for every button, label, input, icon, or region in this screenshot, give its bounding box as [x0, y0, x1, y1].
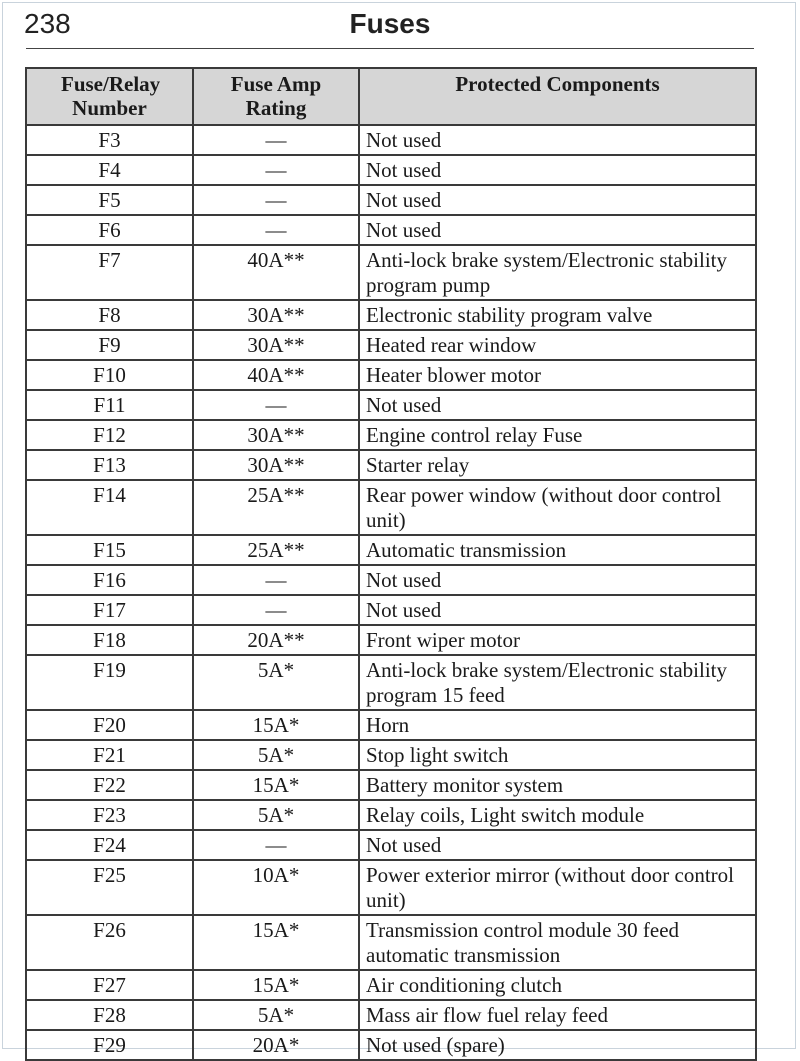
amp-rating-cell: 25A**: [193, 480, 359, 535]
fuse-number-cell: F18: [26, 625, 193, 655]
protected-component-cell: Automatic transmission: [359, 535, 756, 565]
fuse-number-cell: F26: [26, 915, 193, 970]
fuse-table: [25, 67, 757, 1061]
table-row: [26, 330, 756, 360]
protected-component-cell: Anti-lock brake system/Electronic stability program pump: [359, 245, 756, 300]
table-row: [26, 595, 756, 625]
protected-component-cell: Not used: [359, 125, 756, 155]
fuse-number-cell: F6: [26, 215, 193, 245]
table-row: [26, 450, 756, 480]
table-row: [26, 155, 756, 185]
table-body: [26, 125, 756, 1060]
fuse-number-cell: F7: [26, 245, 193, 300]
table-row: [26, 1030, 756, 1060]
section-title: Fuses: [349, 8, 431, 39]
protected-component-cell: Not used: [359, 215, 756, 245]
header-fuse-number: Fuse/Relay Number: [26, 68, 193, 125]
protected-component-cell: Not used: [359, 595, 756, 625]
header-amp-rating: Fuse Amp Rating: [193, 68, 359, 125]
protected-component-cell: Starter relay: [359, 450, 756, 480]
table-row: [26, 770, 756, 800]
fuse-number-cell: F19: [26, 655, 193, 710]
fuse-number-cell: F29: [26, 1030, 193, 1060]
amp-rating-cell: 5A*: [193, 1000, 359, 1030]
fuse-number-cell: F20: [26, 710, 193, 740]
table-row: [26, 710, 756, 740]
fuse-number-cell: F22: [26, 770, 193, 800]
amp-rating-cell: 30A**: [193, 450, 359, 480]
fuse-number-cell: F11: [26, 390, 193, 420]
amp-rating-cell: 15A*: [193, 770, 359, 800]
table-row: [26, 860, 756, 915]
fuse-number-cell: F17: [26, 595, 193, 625]
protected-component-cell: Air conditioning clutch: [359, 970, 756, 1000]
table-row: [26, 625, 756, 655]
table-header-row: [26, 68, 756, 125]
amp-rating-cell: 30A**: [193, 420, 359, 450]
fuse-number-cell: F23: [26, 800, 193, 830]
table-row: [26, 300, 756, 330]
table-row: [26, 970, 756, 1000]
fuse-number-cell: F8: [26, 300, 193, 330]
fuse-number-cell: F4: [26, 155, 193, 185]
protected-component-cell: Anti-lock brake system/Electronic stability program 15 feed: [359, 655, 756, 710]
protected-component-cell: Battery monitor system: [359, 770, 756, 800]
protected-component-cell: Front wiper motor: [359, 625, 756, 655]
protected-component-cell: Heated rear window: [359, 330, 756, 360]
amp-rating-cell: 5A*: [193, 740, 359, 770]
amp-rating-cell: —: [193, 565, 359, 595]
fuse-number-cell: F10: [26, 360, 193, 390]
amp-rating-cell: 25A**: [193, 535, 359, 565]
table-row: [26, 830, 756, 860]
amp-rating-cell: 15A*: [193, 915, 359, 970]
fuse-number-cell: F9: [26, 330, 193, 360]
protected-component-cell: Transmission control module 30 feed automatic transmission: [359, 915, 756, 970]
protected-component-cell: Not used: [359, 185, 756, 215]
table-row: [26, 535, 756, 565]
fuse-number-cell: F15: [26, 535, 193, 565]
fuse-number-cell: F25: [26, 860, 193, 915]
protected-component-cell: Electronic stability program valve: [359, 300, 756, 330]
table-row: [26, 360, 756, 390]
amp-rating-cell: 5A*: [193, 655, 359, 710]
header-protected-components: Protected Components: [359, 68, 756, 125]
amp-rating-cell: —: [193, 155, 359, 185]
fuse-number-cell: F24: [26, 830, 193, 860]
protected-component-cell: Horn: [359, 710, 756, 740]
protected-component-cell: Not used: [359, 830, 756, 860]
table-row: [26, 185, 756, 215]
fuse-number-cell: F12: [26, 420, 193, 450]
amp-rating-cell: 40A**: [193, 245, 359, 300]
fuse-number-cell: F14: [26, 480, 193, 535]
protected-component-cell: Not used: [359, 155, 756, 185]
amp-rating-cell: 30A**: [193, 330, 359, 360]
amp-rating-cell: —: [193, 390, 359, 420]
header-rule: [26, 48, 754, 49]
protected-component-cell: Mass air flow fuel relay feed: [359, 1000, 756, 1030]
fuse-number-cell: F28: [26, 1000, 193, 1030]
protected-component-cell: Not used: [359, 390, 756, 420]
amp-rating-cell: —: [193, 125, 359, 155]
page-number: 238: [24, 8, 71, 39]
table-row: [26, 245, 756, 300]
amp-rating-cell: —: [193, 595, 359, 625]
amp-rating-cell: —: [193, 215, 359, 245]
table-row: [26, 1000, 756, 1030]
table-row: [26, 215, 756, 245]
fuse-number-cell: F21: [26, 740, 193, 770]
amp-rating-cell: —: [193, 830, 359, 860]
table-row: [26, 125, 756, 155]
protected-component-cell: Heater blower motor: [359, 360, 756, 390]
fuse-number-cell: F27: [26, 970, 193, 1000]
protected-component-cell: Rear power window (without door control unit): [359, 480, 756, 535]
amp-rating-cell: 20A**: [193, 625, 359, 655]
protected-component-cell: Not used (spare): [359, 1030, 756, 1060]
amp-rating-cell: 40A**: [193, 360, 359, 390]
table-row: [26, 420, 756, 450]
protected-component-cell: Power exterior mirror (without door control unit): [359, 860, 756, 915]
fuse-number-cell: F16: [26, 565, 193, 595]
amp-rating-cell: 20A*: [193, 1030, 359, 1060]
table-row: [26, 565, 756, 595]
table-row: [26, 655, 756, 710]
amp-rating-cell: 15A*: [193, 970, 359, 1000]
table-row: [26, 740, 756, 770]
amp-rating-cell: —: [193, 185, 359, 215]
amp-rating-cell: 30A**: [193, 300, 359, 330]
fuse-number-cell: F13: [26, 450, 193, 480]
protected-component-cell: Not used: [359, 565, 756, 595]
table-row: [26, 480, 756, 535]
protected-component-cell: Relay coils, Light switch module: [359, 800, 756, 830]
table-row: [26, 800, 756, 830]
fuse-number-cell: F3: [26, 125, 193, 155]
fuse-number-cell: F5: [26, 185, 193, 215]
amp-rating-cell: 5A*: [193, 800, 359, 830]
amp-rating-cell: 10A*: [193, 860, 359, 915]
protected-component-cell: Stop light switch: [359, 740, 756, 770]
amp-rating-cell: 15A*: [193, 710, 359, 740]
protected-component-cell: Engine control relay Fuse: [359, 420, 756, 450]
table-row: [26, 390, 756, 420]
table-row: [26, 915, 756, 970]
